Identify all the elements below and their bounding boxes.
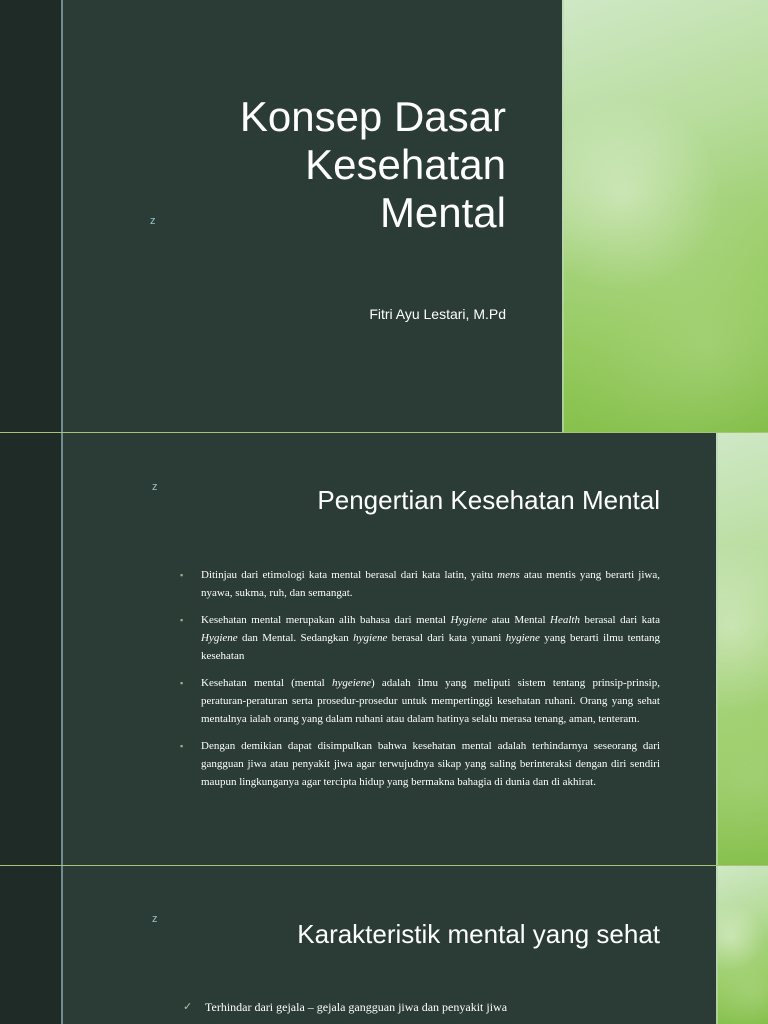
bullet-text: Kesehatan mental merupakan alih bahasa dari mental	[201, 614, 451, 626]
presentation-title	[146, 93, 506, 237]
slide-heading: Pengertian Kesehatan Mental	[317, 485, 660, 515]
left-dark-strip	[0, 0, 61, 432]
green-gradient-panel	[716, 433, 768, 865]
bullet-item	[180, 566, 660, 602]
bullet-text: dan Mental. Sedangkan	[237, 632, 354, 644]
title-line: Kesehatan	[305, 141, 506, 188]
panel-edge-line	[562, 0, 564, 432]
check-item	[183, 998, 663, 1016]
bullet-item	[180, 674, 660, 728]
left-dark-strip	[0, 433, 61, 865]
author-name: Fitri Ayu Lestari, M.Pd	[369, 306, 506, 322]
z-mark: z	[150, 215, 156, 227]
bullet-item	[180, 737, 660, 791]
slide-title	[0, 0, 768, 432]
green-gradient-panel	[562, 0, 768, 432]
bullet-text: ) adalah ilmu yang meliputi sistem tentang prinsip-prinsip, peraturan-peraturan serta prosedur-prosedur untuk mempertinggi kesehatan ruhani. Orang yang sehat mentalnya ialah orang yang dalam ruhani atau dalam hatinya selalu merasa tenang, aman, tenteram.	[201, 677, 660, 725]
green-gradient-panel	[716, 866, 768, 1024]
left-vertical-rule	[61, 0, 63, 432]
z-mark: z	[152, 481, 158, 493]
italic-term: hygiene	[505, 632, 540, 644]
title-line: Mental	[379, 189, 506, 236]
square-bullet-icon: ▪	[180, 570, 184, 580]
check-item-text: Terhindar dari gejala – gejala gangguan jiwa dan penyakit jiwa	[205, 1000, 508, 1014]
panel-edge-line	[716, 433, 718, 865]
definition-bullet-list	[180, 566, 660, 800]
bullet-text: Kesehatan mental (mental	[201, 677, 332, 689]
panel-edge-line	[716, 866, 718, 1024]
italic-term: hygeiene	[331, 677, 372, 689]
italic-term: hygiene	[353, 632, 388, 644]
z-mark: z	[152, 913, 158, 925]
slide-heading: Karakteristik mental yang sehat	[297, 919, 660, 949]
bullet-text: Dengan demikian dapat disimpulkan bahwa kesehatan mental adalah terhindarnya seseorang dari gangguan jiwa atau penyakit jiwa agar terwujudnya sikap yang saling berinteraksi dengan diri sendiri maupun lingkunganya agar tercipta hidup yang bermakna bahagia di dunia dan di akhirat.	[201, 740, 660, 788]
italic-term: Hygiene	[450, 614, 488, 626]
italic-term: Hygiene	[201, 632, 238, 644]
checkmark-icon: ✓	[183, 1001, 193, 1013]
left-vertical-rule	[61, 433, 63, 865]
italic-term: mens	[497, 569, 520, 581]
left-dark-strip	[0, 866, 61, 1024]
italic-term: Health	[550, 614, 580, 626]
square-bullet-icon: ▪	[180, 678, 184, 688]
bullet-text: berasal dari kata	[579, 614, 660, 626]
title-line: Konsep Dasar	[239, 93, 506, 140]
slide-pengertian	[0, 433, 768, 865]
bullet-text: yang berarti ilmu tentang kesehatan	[201, 632, 660, 662]
bullet-item	[180, 611, 660, 665]
slide-karakteristik	[0, 866, 768, 1024]
square-bullet-icon: ▪	[180, 615, 184, 625]
square-bullet-icon: ▪	[180, 741, 184, 751]
characteristic-list	[183, 998, 663, 1016]
bullet-text: berasal dari kata yunani	[387, 632, 506, 644]
bullet-text: atau mentis yang berarti jiwa, nyawa, sukma, ruh, dan semangat.	[201, 569, 660, 599]
left-vertical-rule	[61, 866, 63, 1024]
bullet-text: Ditinjau dari etimologi kata mental berasal dari kata latin, yaitu	[201, 569, 498, 581]
bullet-text: atau Mental	[487, 614, 551, 626]
